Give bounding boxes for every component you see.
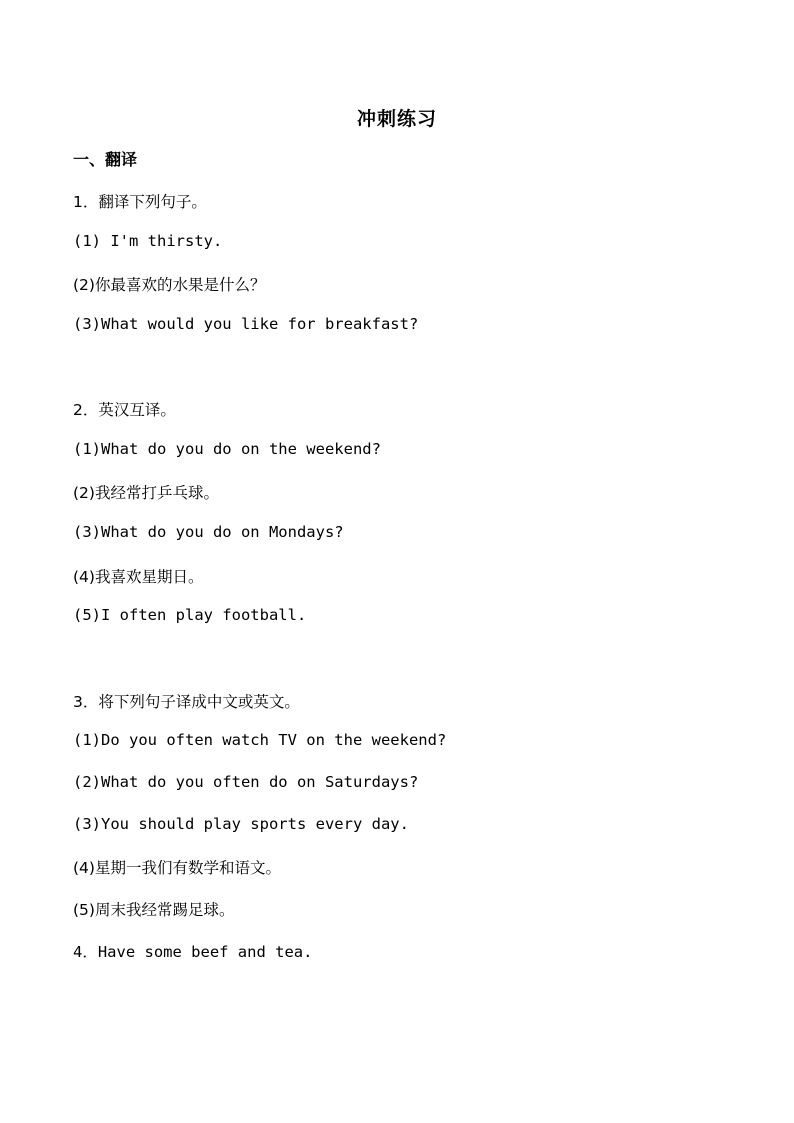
question-2-prompt: 2．英汉互译。	[73, 401, 176, 419]
question-2-item-4: (4)我喜欢星期日。	[73, 568, 204, 586]
question-2-item-2: (2)我经常打乒乓球。	[73, 484, 219, 502]
question-3-item-2: (2)What do you often do on Saturdays?	[73, 773, 419, 791]
question-2-item-3: (3)What do you do on Mondays?	[73, 523, 344, 541]
question-1-item-1: (1) I'm thirsty.	[73, 232, 223, 250]
question-3-prompt: 3．将下列句子译成中文或英文。	[73, 693, 300, 711]
question-1-item-2: (2)你最喜欢的水果是什么？	[73, 276, 266, 294]
question-1-item-3: (3)What would you like for breakfast?	[73, 315, 419, 333]
question-3-item-1: (1)Do you often watch TV on the weekend?	[73, 731, 447, 749]
question-1-prompt: 1．翻译下列句子。	[73, 193, 207, 211]
page-title: 冲刺练习	[356, 108, 437, 130]
question-4-prompt: 4．Have some beef and tea.	[73, 943, 313, 961]
question-3-item-3: (3)You should play sports every day.	[73, 815, 409, 833]
question-3-item-5: (5)周末我经常踢足球。	[73, 901, 235, 919]
question-2-item-1: (1)What do you do on the weekend?	[73, 440, 381, 458]
question-3-item-4: (4)星期一我们有数学和语文。	[73, 859, 281, 877]
question-2-item-5: (5)I often play football.	[73, 606, 307, 624]
section-heading: 一、翻译	[73, 150, 138, 169]
